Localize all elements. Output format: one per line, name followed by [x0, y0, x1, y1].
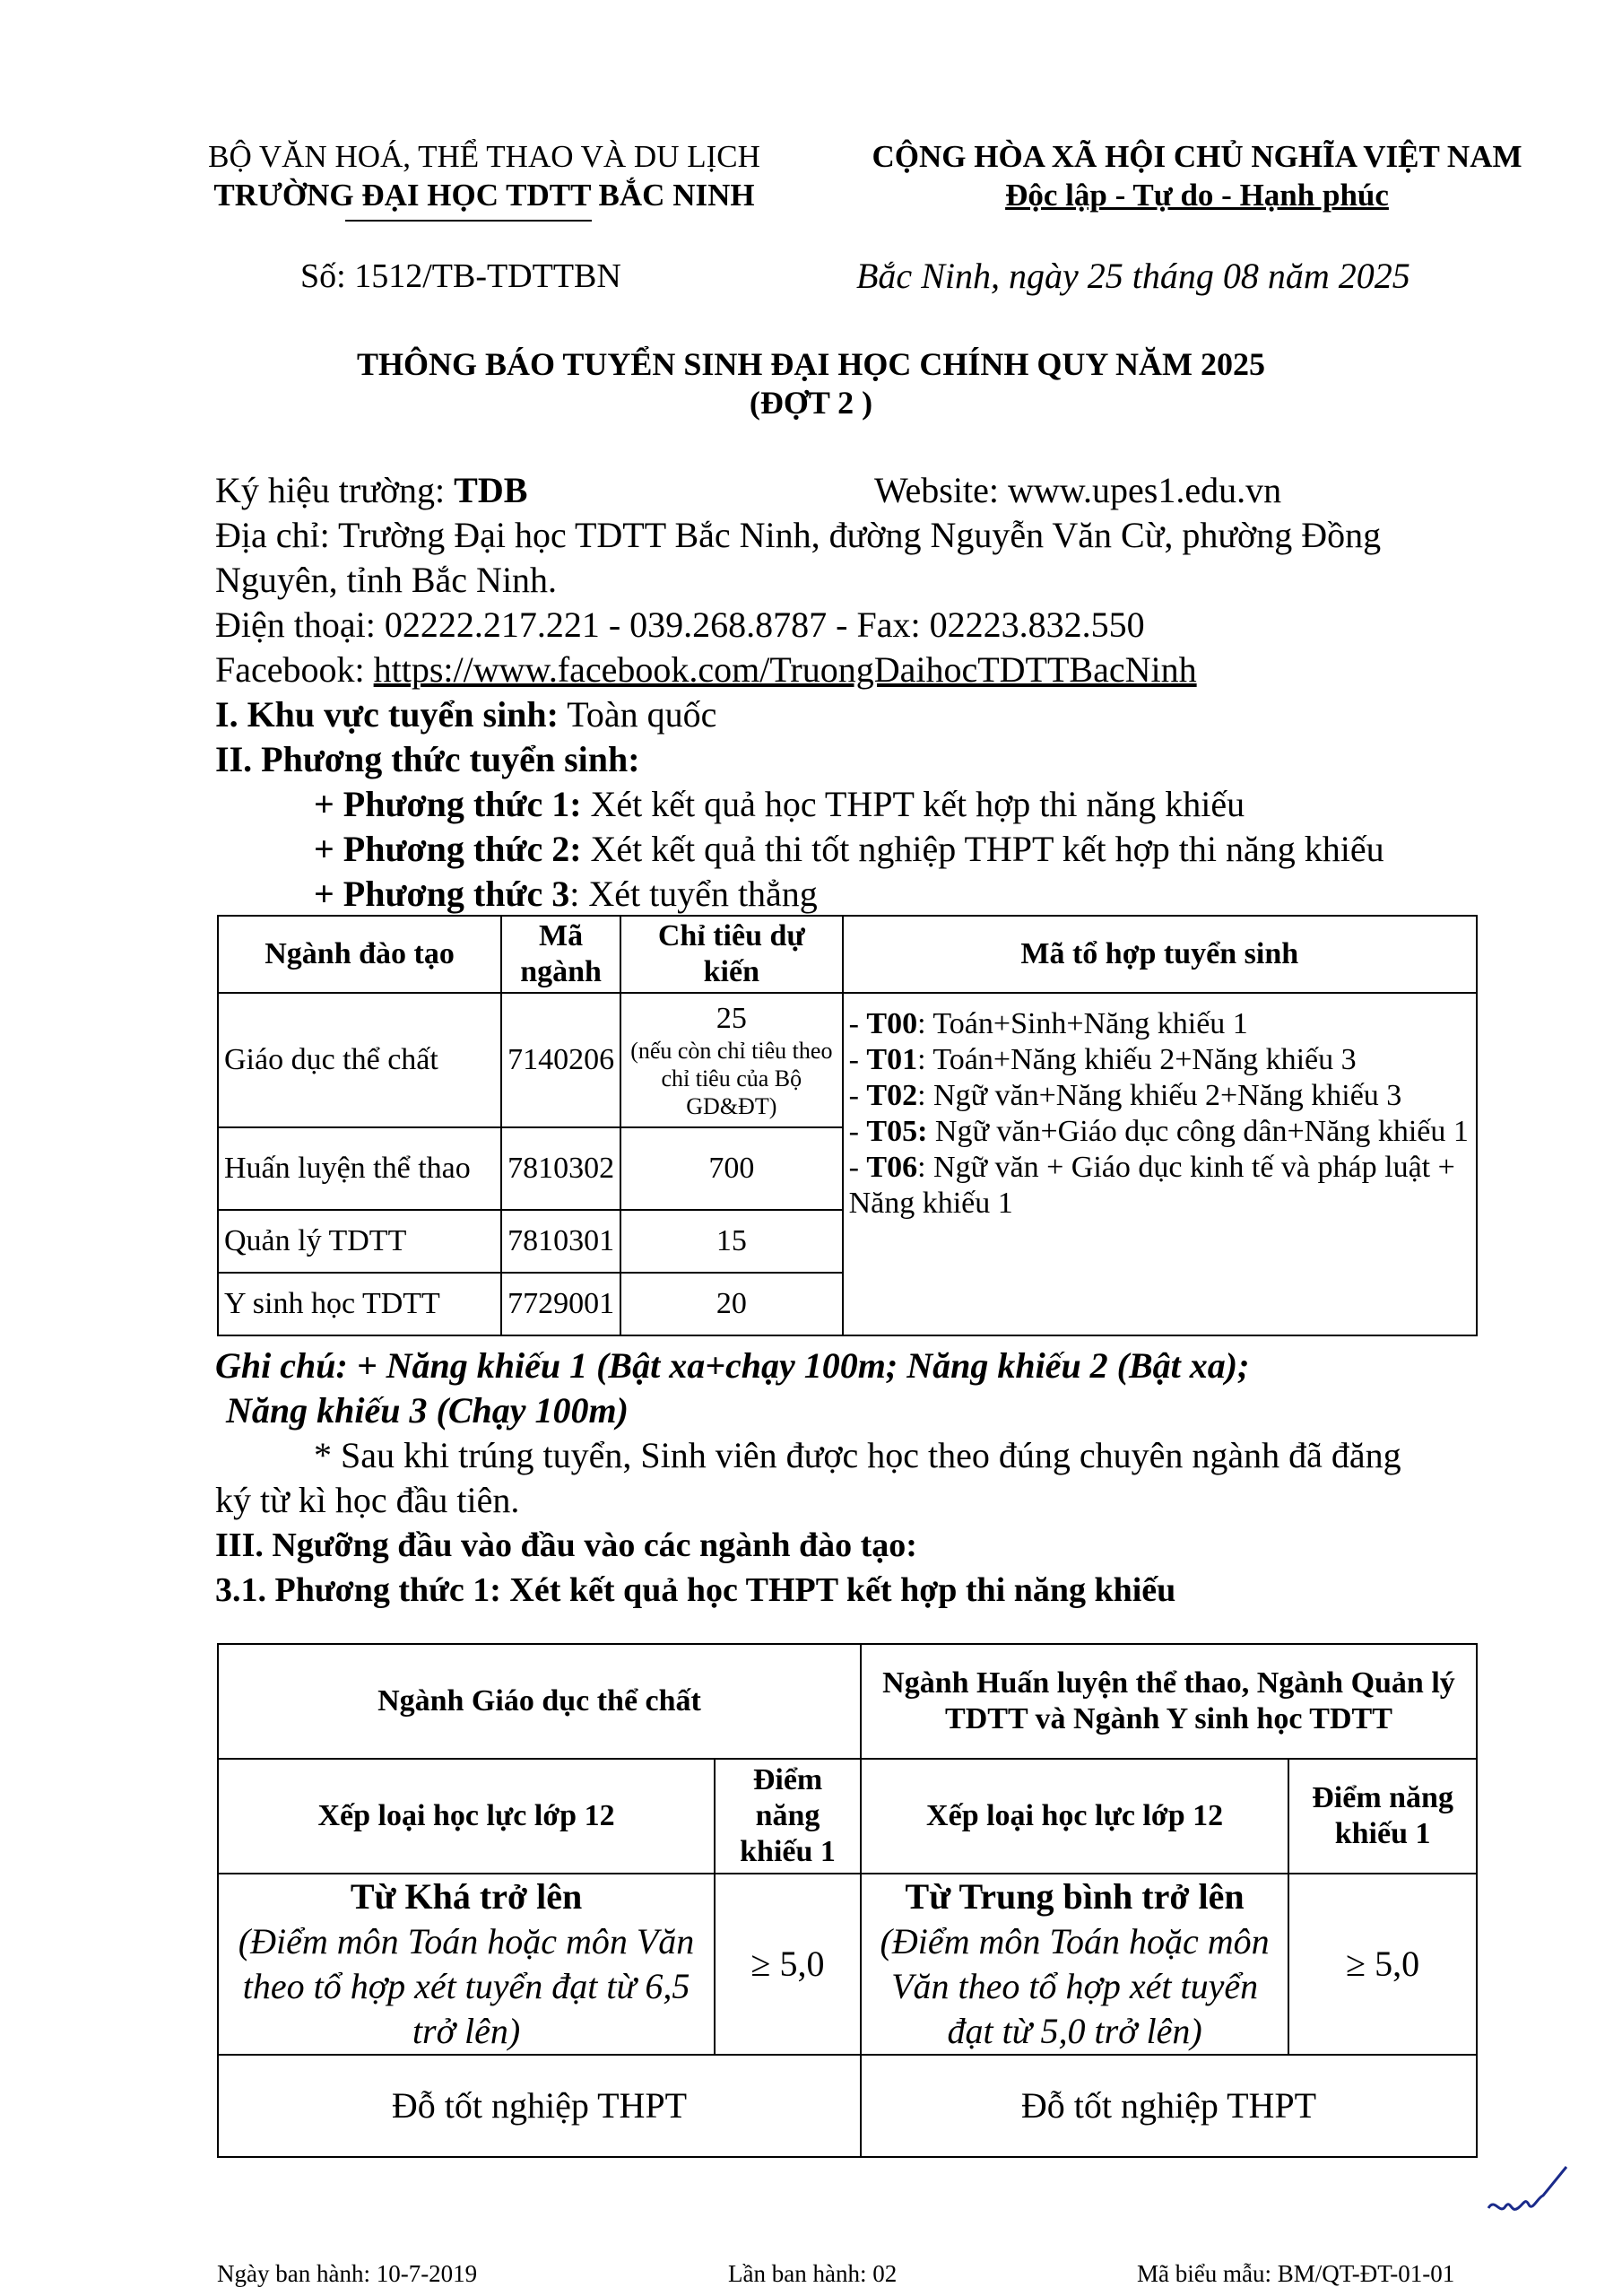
method-2 — [314, 827, 1384, 872]
programs-table — [217, 915, 1478, 1336]
signature-mark — [1484, 2161, 1574, 2233]
quota-value: 25 — [716, 1001, 747, 1035]
graduate-left: Đỗ tốt nghiệp THPT — [218, 2055, 861, 2157]
facebook-line — [215, 648, 1197, 692]
section-3-sub: 3.1. Phương thức 1: Xét kết quả học THPT kết hợp thi năng khiếu — [215, 1571, 1176, 1609]
facebook-link[interactable]: https://www.facebook.com/TruongDaihocTDTTBacNinh — [373, 649, 1197, 690]
ministry-name: BỘ VĂN HOÁ, THỂ THAO VÀ DU LỊCH — [208, 139, 760, 174]
thresholds-table — [217, 1643, 1478, 2158]
combo-code: T06 — [866, 1151, 918, 1184]
grade-right-level: Từ Trung bình trở lên — [905, 1876, 1245, 1917]
document-subtitle: (ĐỢT 2 ) — [749, 385, 873, 421]
grade-left — [218, 1874, 715, 2055]
table-row — [218, 993, 1477, 1127]
note-line-1: Ghi chú: + Năng khiếu 1 (Bật xa+chạy 100m; Năng khiếu 2 (Bật xa); — [215, 1345, 1250, 1386]
section-1-value: Toàn quốc — [559, 694, 717, 735]
programs-table-header — [218, 916, 1477, 993]
grade-right — [861, 1874, 1288, 2055]
header-code: Mã ngành — [501, 916, 620, 993]
quota-note: (nếu còn chỉ tiêu theo chỉ tiêu của Bộ GD&ĐT) — [630, 1037, 833, 1119]
combo-item: - T06: Ngữ văn + Giáo dục kinh tế và pháp luật + Năng khiếu 1 — [848, 1151, 1455, 1220]
header-quota: Chỉ tiêu dự kiến — [620, 916, 842, 993]
grade-left-level: Từ Khá trở lên — [350, 1876, 583, 1917]
combo-code: T05: — [866, 1115, 928, 1148]
method-3 — [314, 872, 818, 917]
document-number — [300, 254, 621, 299]
program-name: Quản lý TDTT — [218, 1210, 501, 1273]
section-1-label: I. Khu vực tuyển sinh: — [215, 694, 559, 735]
method-2-label: + Phương thức 2: — [314, 829, 582, 869]
program-code: 7810302 — [501, 1127, 620, 1210]
republic-name: CỘNG HÒA XÃ HỘI CHỦ NGHĨA VIỆT NAM — [872, 139, 1522, 174]
footer-issue-number: Lần ban hành: 02 — [728, 2260, 898, 2287]
table-row — [218, 2055, 1477, 2157]
combo-item: - T01: Toán+Năng khiếu 2+Năng khiếu 3 — [848, 1043, 1357, 1076]
combo-text: Ngữ văn+Giáo dục công dân+Năng khiếu 1 — [927, 1115, 1469, 1148]
grade-header-right: Xếp loại học lực lớp 12 — [861, 1759, 1288, 1874]
table-row — [218, 1874, 1477, 2055]
group-left-header: Ngành Giáo dục thể chất — [218, 1644, 861, 1759]
header-combos: Mã tổ hợp tuyển sinh — [843, 916, 1477, 993]
section-3-label: III. Ngưỡng đầu vào đầu vào các ngành đào tạo: — [215, 1526, 917, 1564]
number-prefix: Số: — [300, 257, 355, 295]
combo-text: : Ngữ văn+Năng khiếu 2+Năng khiếu 3 — [917, 1079, 1402, 1112]
program-quota: 15 — [620, 1210, 842, 1273]
combo-item: - T02: Ngữ văn+Năng khiếu 2+Năng khiếu 3 — [848, 1079, 1402, 1112]
address-line-1: Địa chỉ: Trường Đại học TDTT Bắc Ninh, đường Nguyễn Văn Cừ, phường Đồng — [215, 515, 1382, 555]
combo-text: : Toán+Năng khiếu 2+Năng khiếu 3 — [917, 1043, 1357, 1076]
facebook-label: Facebook: — [215, 649, 374, 690]
program-name: Giáo dục thể chất — [218, 993, 501, 1127]
combo-code: T00 — [866, 1007, 918, 1040]
note-line-4: ký từ kì học đầu tiên. — [215, 1480, 520, 1520]
program-code: 7140206 — [501, 993, 620, 1127]
number-value: 1512/TB-TDTTBN — [354, 257, 621, 295]
program-quota — [620, 993, 842, 1127]
section-2-label: II. Phương thức tuyển sinh: — [215, 739, 640, 779]
header-program: Ngành đào tạo — [218, 916, 501, 993]
score-right: ≥ 5,0 — [1288, 1874, 1477, 2055]
grade-right-detail: (Điểm môn Toán hoặc môn Văn theo tổ hợp xét tuyển đạt từ 5,0 trở lên) — [880, 1921, 1270, 2051]
address-line-2: Nguyên, tỉnh Bắc Ninh. — [215, 560, 558, 600]
phone-line: Điện thoại: 02222.217.221 - 039.268.8787 - Fax: 02223.832.550 — [215, 604, 1145, 645]
combo-item: - T00: Toán+Sinh+Năng khiếu 1 — [848, 1007, 1248, 1040]
school-underline — [345, 220, 592, 222]
program-name: Y sinh học TDTT — [218, 1273, 501, 1335]
section-1 — [215, 692, 716, 737]
motto: Độc lập - Tự do - Hạnh phúc — [1005, 178, 1389, 213]
school-name: TRƯỜNG ĐẠI HỌC TDTT BẮC NINH — [213, 178, 755, 213]
score-header-left: Điểm năng khiếu 1 — [715, 1759, 861, 1874]
score-header-right: Điểm năng khiếu 1 — [1288, 1759, 1477, 1874]
combo-code: T02 — [866, 1079, 918, 1112]
note-line-2: Năng khiếu 3 (Chạy 100m) — [226, 1390, 629, 1431]
program-code: 7810301 — [501, 1210, 620, 1273]
combo-text: : Ngữ văn + Giáo dục kinh tế và pháp luật + Năng khiếu 1 — [848, 1151, 1455, 1220]
program-quota: 20 — [620, 1273, 842, 1335]
method-1-text: Xét kết quả học THPT kết hợp thi năng khiếu — [581, 784, 1245, 824]
school-code — [215, 468, 527, 513]
group-right-header: Ngành Huấn luyện thể thao, Ngành Quản lý TDTT và Ngành Y sinh học TDTT — [861, 1644, 1477, 1759]
document-date: Bắc Ninh, ngày 25 tháng 08 năm 2025 — [856, 256, 1410, 296]
grade-left-detail: (Điểm môn Toán hoặc môn Văn theo tổ hợp xét tuyển đạt từ 6,5 trở lên) — [238, 1921, 695, 2051]
thresholds-group-header — [218, 1644, 1477, 1759]
grade-header-left: Xếp loại học lực lớp 12 — [218, 1759, 715, 1874]
method-1 — [314, 782, 1245, 827]
note-line-3: * Sau khi trúng tuyển, Sinh viên được học theo đúng chuyên ngành đã đăng — [314, 1435, 1401, 1475]
method-2-text: Xét kết quả thi tốt nghiệp THPT kết hợp thi năng khiếu — [581, 829, 1384, 869]
method-1-label: + Phương thức 1: — [314, 784, 582, 824]
thresholds-column-header — [218, 1759, 1477, 1874]
method-3-text: : Xét tuyển thẳng — [569, 874, 818, 914]
combo-text: : Toán+Sinh+Năng khiếu 1 — [917, 1007, 1248, 1040]
footer-issue-date: Ngày ban hành: 10-7-2019 — [217, 2260, 478, 2287]
graduate-right: Đỗ tốt nghiệp THPT — [861, 2055, 1477, 2157]
website: Website: www.upes1.edu.vn — [874, 470, 1282, 510]
method-3-label: + Phương thức 3 — [314, 874, 570, 914]
program-quota: 700 — [620, 1127, 842, 1210]
school-code-value: TDB — [454, 470, 528, 510]
document-title: THÔNG BÁO TUYỂN SINH ĐẠI HỌC CHÍNH QUY NĂM 2025 — [356, 346, 1266, 382]
program-name: Huấn luyện thể thao — [218, 1127, 501, 1210]
program-code: 7729001 — [501, 1273, 620, 1335]
combo-list — [843, 993, 1477, 1335]
combo-code: T01 — [866, 1043, 918, 1076]
combo-item: - T05: Ngữ văn+Giáo dục công dân+Năng khiếu 1 — [848, 1115, 1469, 1148]
score-left: ≥ 5,0 — [715, 1874, 861, 2055]
footer-form-code: Mã biểu mẫu: BM/QT-ĐT-01-01 — [1137, 2260, 1455, 2287]
school-code-label: Ký hiệu trường: — [215, 470, 455, 510]
